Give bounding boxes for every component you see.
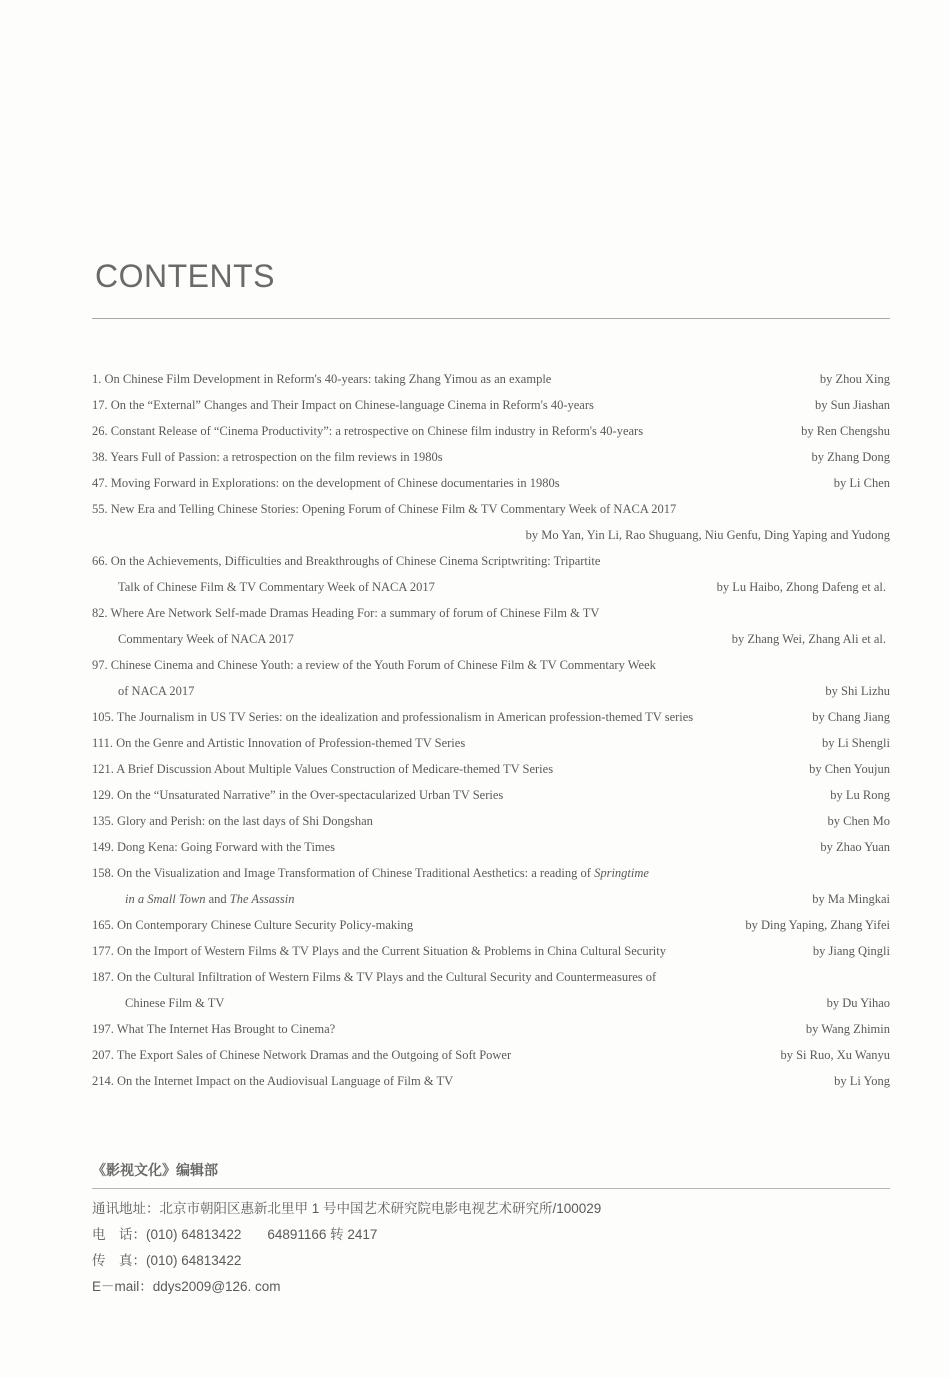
toc-entry-title-cont: of NACA 2017 <box>118 684 195 698</box>
toc-entry-title: 197. What The Internet Has Brought to Cinema? <box>92 1022 336 1036</box>
toc-entry-author: by Du Yihao <box>826 996 890 1010</box>
toc-entry-author: by Ren Chengshu <box>801 424 890 438</box>
toc-entry <box>92 938 890 964</box>
toc-entry-author: by Wang Zhimin <box>805 1022 890 1036</box>
toc-entry <box>92 808 890 834</box>
toc-entry-title: 97. Chinese Cinema and Chinese Youth: a review of the Youth Forum of Chinese Film & TV Commentary Week <box>92 658 656 672</box>
contact-fax <box>92 1249 890 1269</box>
fax-label: 传 真： <box>92 1253 146 1268</box>
contact-phone <box>92 1223 890 1243</box>
toc-entry-author: by Shi Lizhu <box>825 684 890 698</box>
footer-divider <box>92 1188 890 1189</box>
toc-entry <box>92 964 890 990</box>
toc-entry-continuation <box>92 626 890 652</box>
toc-entry-author: by Zhang Wei, Zhang Ali et al. <box>731 632 886 646</box>
toc-entry <box>92 756 890 782</box>
toc-entry-title: 177. On the Import of Western Films & TV Plays and the Current Situation & Problems in China Cultural Security <box>92 944 666 958</box>
toc-entry-title: 1. On Chinese Film Development in Reform's 40-years: taking Zhang Yimou as an example <box>92 372 552 386</box>
toc-entry <box>92 470 890 496</box>
toc-entry-author: by Jiang Qingli <box>812 944 890 958</box>
toc-entry-title: 38. Years Full of Passion: a retrospection on the film reviews in 1980s <box>92 450 443 464</box>
toc-entry-title-italic: in a Small Town <box>125 892 206 906</box>
toc-entry <box>92 366 890 392</box>
toc-entry-title-text: 158. On the Visualization and Image Transformation of Chinese Traditional Aesthetics: a reading of <box>92 866 591 880</box>
toc-entry-title: 47. Moving Forward in Explorations: on the development of Chinese documentaries in 1980s <box>92 476 560 490</box>
toc-entry-author: by Chang Jiang <box>812 710 890 724</box>
toc-entry-title: 121. A Brief Discussion About Multiple Values Construction of Medicare-themed TV Series <box>92 762 554 776</box>
toc-entry-title-cont: Commentary Week of NACA 2017 <box>118 632 294 646</box>
page-title: CONTENTS <box>95 258 275 294</box>
toc-entry-title: 66. On the Achievements, Difficulties and Breakthroughs of Chinese Cinema Scriptwriting: Tripartite <box>92 554 601 568</box>
email-address: ddys2009@126. com <box>152 1279 281 1294</box>
toc-entry <box>92 730 890 756</box>
toc-entry-title: 214. On the Internet Impact on the Audiovisual Language of Film & TV <box>92 1074 454 1088</box>
toc-entry <box>92 1042 890 1068</box>
toc-entry-title: 26. Constant Release of “Cinema Productivity”: a retrospective on Chinese film industry in Reform's 40-years <box>92 424 644 438</box>
toc-entry-title <box>92 860 649 886</box>
toc-entry-title-text: and <box>208 892 227 906</box>
phone-label: 电 话： <box>92 1227 146 1242</box>
toc-entry-author: by Mo Yan, Yin Li, Rao Shuguang, Niu Genfu, Ding Yaping and Yudong <box>525 528 890 542</box>
toc-entry <box>92 652 890 678</box>
toc-entry-continuation <box>92 574 890 600</box>
toc-entry <box>92 600 890 626</box>
toc-entry <box>92 548 890 574</box>
toc-entry-title-italic: The Assassin <box>229 892 295 906</box>
toc-entry <box>92 496 890 522</box>
toc-entry-title-cont <box>125 886 295 912</box>
toc-entry-author: by Chen Mo <box>827 814 890 828</box>
fax-number: (010) 64813422 <box>146 1253 242 1268</box>
contact-address: 通讯地址：北京市朝阳区惠新北里甲 1 号中国艺术研究院电影电视艺术研究所/100029 <box>92 1201 602 1216</box>
toc-entry-title: 105. The Journalism in US TV Series: on the idealization and professionalism in American profession-themed TV series <box>92 710 694 724</box>
toc-entry-title: 149. Dong Kena: Going Forward with the Times <box>92 840 336 854</box>
toc-entry-author: by Ma Mingkai <box>812 892 890 906</box>
toc-entry-author: by Ding Yaping, Zhang Yifei <box>745 918 890 932</box>
editorial-office-title: 《影视文化》编辑部 <box>92 1162 218 1178</box>
toc-entry-title: 207. The Export Sales of Chinese Network Dramas and the Outgoing of Soft Power <box>92 1048 512 1062</box>
toc-entry-continuation <box>92 522 890 548</box>
toc-entry <box>92 444 890 470</box>
toc-entry <box>92 1016 890 1042</box>
toc-entry-author: by Lu Rong <box>830 788 890 802</box>
toc-entry-title-cont: Chinese Film & TV <box>125 996 225 1010</box>
toc-entry-title: 82. Where Are Network Self-made Dramas Heading For: a summary of forum of Chinese Film & TV <box>92 606 600 620</box>
toc-entry-continuation <box>92 678 890 704</box>
toc-entry-author: by Chen Youjun <box>809 762 890 776</box>
table-of-contents <box>92 366 890 1094</box>
toc-entry-continuation <box>92 886 890 912</box>
toc-entry-title-cont: Talk of Chinese Film & TV Commentary Week of NACA 2017 <box>118 580 435 594</box>
toc-entry <box>92 860 890 886</box>
toc-entry <box>92 704 890 730</box>
toc-entry <box>92 912 890 938</box>
toc-entry <box>92 834 890 860</box>
email-label: E－mail： <box>92 1279 153 1294</box>
toc-entry-author: by Li Yong <box>834 1074 890 1088</box>
toc-entry <box>92 392 890 418</box>
toc-entry-author: by Li Shengli <box>821 736 890 750</box>
phone-number-1: (010) 64813422 <box>146 1227 242 1242</box>
toc-entry <box>92 418 890 444</box>
toc-entry <box>92 782 890 808</box>
toc-entry-author: by Zhao Yuan <box>820 840 890 854</box>
toc-entry-title: 17. On the “External” Changes and Their Impact on Chinese-language Cinema in Reform's 40-years <box>92 398 594 412</box>
toc-entry <box>92 1068 890 1094</box>
toc-entry-author: by Si Ruo, Xu Wanyu <box>780 1048 890 1062</box>
toc-entry-title: 55. New Era and Telling Chinese Stories: Opening Forum of Chinese Film & TV Commentary Week of NACA 2017 <box>92 502 677 516</box>
toc-entry-title: 165. On Contemporary Chinese Culture Security Policy-making <box>92 918 414 932</box>
phone-number-2: 64891166 转 2417 <box>267 1227 378 1242</box>
toc-entry-title: 187. On the Cultural Infiltration of Western Films & TV Plays and the Cultural Security and Countermeasures of <box>92 970 657 984</box>
contact-email <box>92 1275 890 1295</box>
toc-entry-title: 135. Glory and Perish: on the last days of Shi Dongshan <box>92 814 373 828</box>
toc-entry-title: 111. On the Genre and Artistic Innovation of Profession-themed TV Series <box>92 736 466 750</box>
toc-entry-author: by Li Chen <box>833 476 890 490</box>
toc-entry-author: by Sun Jiashan <box>815 398 890 412</box>
toc-entry-title-italic: Springtime <box>594 866 649 880</box>
toc-entry-author: by Zhang Dong <box>811 450 890 464</box>
toc-entry-continuation <box>92 990 890 1016</box>
toc-entry-author: by Lu Haibo, Zhong Dafeng et al. <box>716 580 886 594</box>
title-divider <box>92 318 890 319</box>
toc-entry-author: by Zhou Xing <box>819 372 890 386</box>
toc-entry-title: 129. On the “Unsaturated Narrative” in the Over-spectacularized Urban TV Series <box>92 788 504 802</box>
